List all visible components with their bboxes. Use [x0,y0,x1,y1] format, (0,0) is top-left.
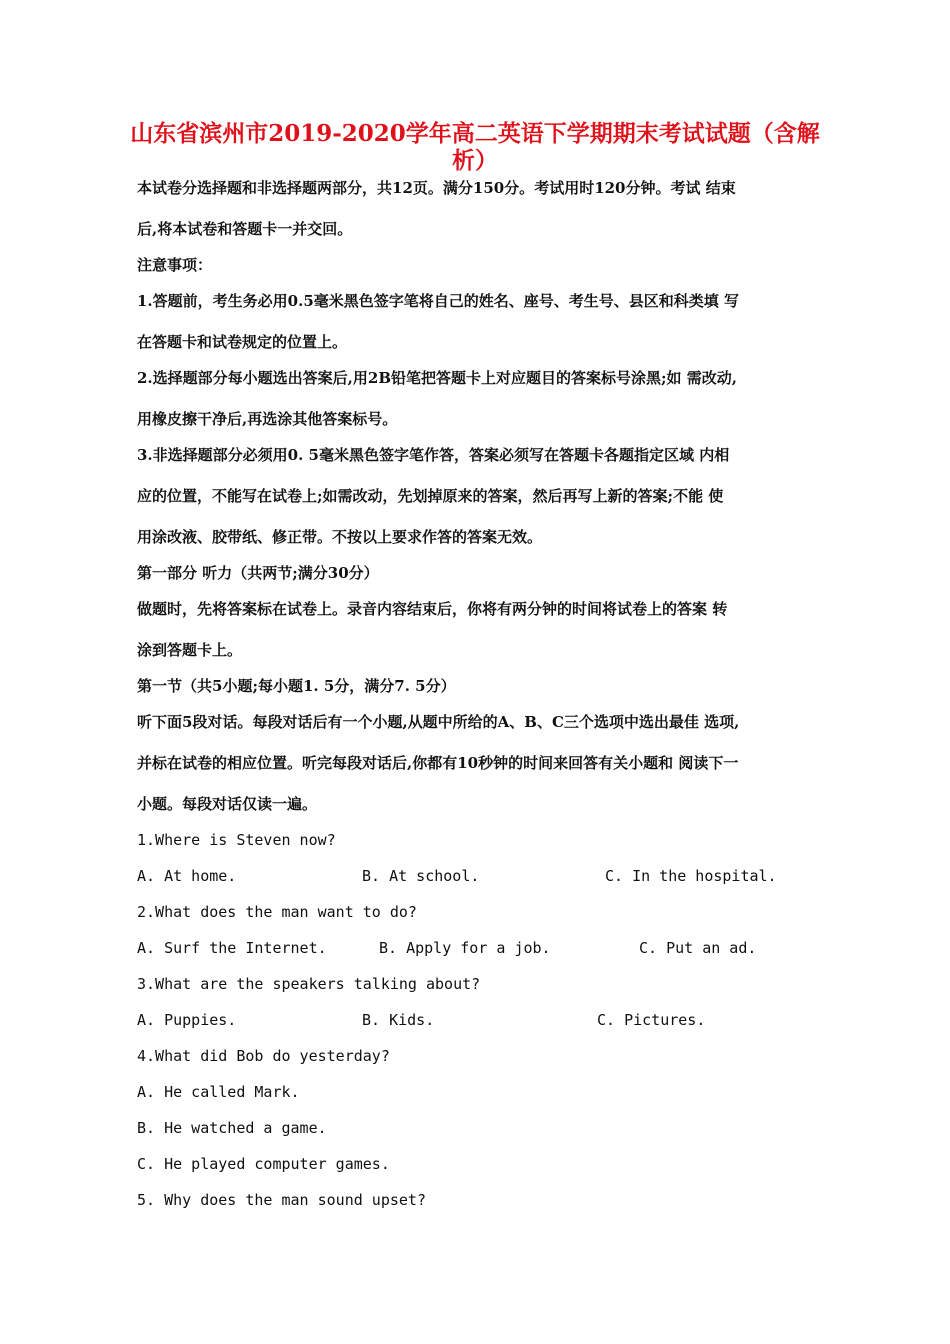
question-stem: 1.Where is Steven now? [137,831,336,849]
notice-line: 在答题卡和试卷规定的位置上。 [137,333,348,351]
option-c: C. He played computer games. [137,1155,390,1173]
option-c: C. In the hospital. [605,867,777,885]
question-stem: 4.What did Bob do yesterday? [137,1047,390,1065]
intro-line: 本试卷分选择题和非选择题两部分，共12页。满分150分。考试用时120分钟。考试 结束 [137,179,736,197]
notice-line: 2.选择题部分每小题选出答案后,用2B铅笔把答题卡上对应题目的答案标号涂黑;如 需改动, [137,369,737,387]
intro-line: 后,将本试卷和答题卡一并交回。 [137,220,353,238]
part1-instruction: 涂到答题卡上。 [137,641,243,659]
option-c: C. Put an ad. [639,939,757,957]
option-a: A. Puppies. [137,1011,237,1029]
section1-instruction: 小题。每段对话仅读一遍。 [137,795,318,813]
section1-heading: 第一节（共5小题;每小题1. 5分，满分7. 5分） [137,677,456,695]
option-b: B. Kids. [362,1011,435,1029]
notice-line: 应的位置，不能写在试卷上;如需改动，先划掉原来的答案，然后再写上新的答案;不能 使 [137,487,724,505]
question-stem: 2.What does the man want to do? [137,903,417,921]
option-a: A. He called Mark. [137,1083,300,1101]
question-stem: 5. Why does the man sound upset? [137,1191,426,1209]
document-title: 山东省滨州市2019-2020学年高二英语下学期期末考试试题（含解析） [130,120,820,174]
part1-heading: 第一部分 听力（共两节;满分30分） [137,564,379,582]
question-stem: 3.What are the speakers talking about? [137,975,481,993]
notice-heading: 注意事项： [137,256,213,274]
option-a: A. At home. [137,867,237,885]
notice-line: 用涂改液、胶带纸、修正带。不按以上要求作答的答案无效。 [137,528,543,546]
notice-line: 1.答题前，考生务必用0.5毫米黑色签字笔将自己的姓名、座号、考生号、县区和科类填 写 [137,292,739,310]
option-a: A. Surf the Internet. [137,939,327,957]
option-b: B. At school. [362,867,480,885]
option-b: B. Apply for a job. [379,939,551,957]
section1-instruction: 并标在试卷的相应位置。听完每段对话后,你都有10秒钟的时间来回答有关小题和 阅读下一 [137,754,739,772]
section1-instruction: 听下面5段对话。每段对话后有一个小题,从题中所给的A、B、C三个选项中选出最佳 选项, [137,713,740,731]
notice-line: 用橡皮擦干净后,再选涂其他答案标号。 [137,410,398,428]
option-b: B. He watched a game. [137,1119,327,1137]
part1-instruction: 做题时，先将答案标在试卷上。录音内容结束后，你将有两分钟的时间将试卷上的答案 转 [137,600,728,618]
notice-line: 3.非选择题部分必须用0. 5毫米黑色签字笔作答，答案必须写在答题卡各题指定区域 内相 [137,446,730,464]
option-c: C. Pictures. [597,1011,706,1029]
